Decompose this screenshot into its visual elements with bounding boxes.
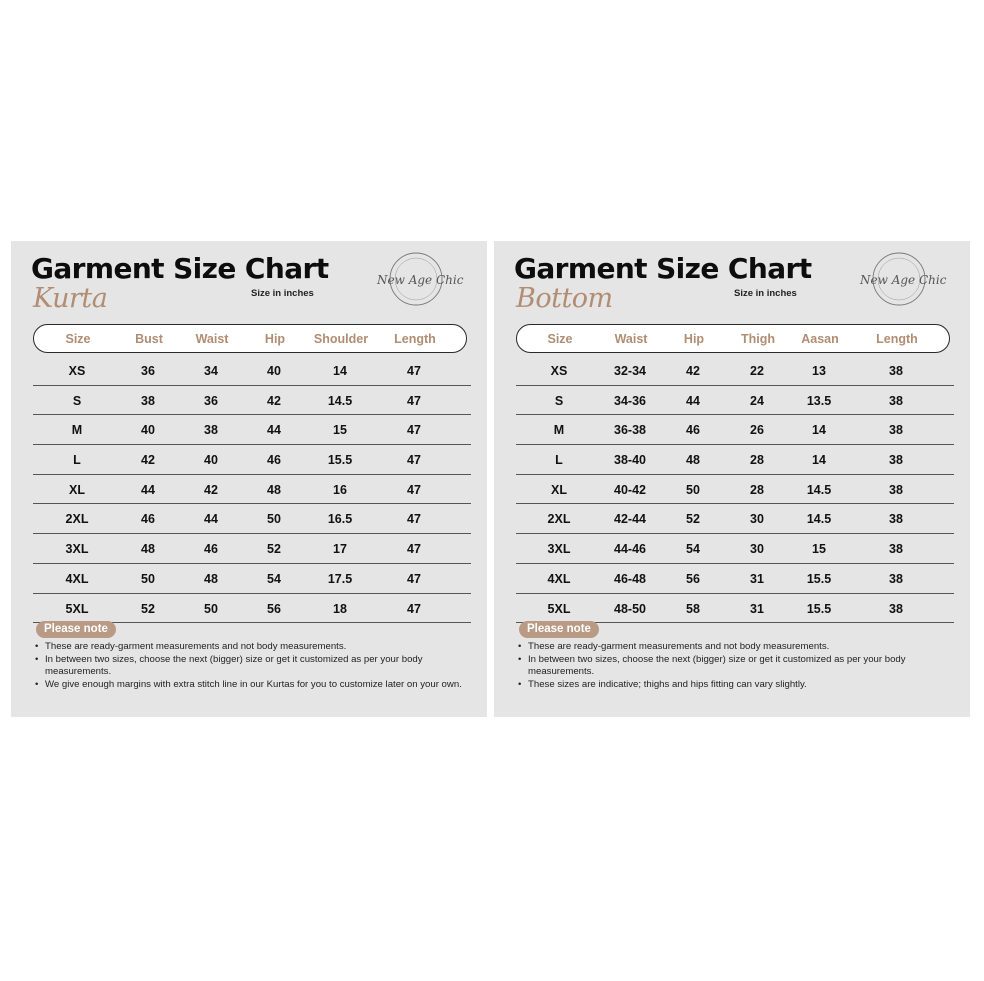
table-body	[33, 356, 471, 623]
table-cell: XS	[68, 364, 86, 378]
table-cell: 36-38	[614, 423, 646, 438]
bullet-icon: •	[35, 653, 39, 665]
table-cell: 15.5	[806, 601, 832, 616]
table-row	[516, 564, 954, 594]
notes-list	[518, 641, 954, 691]
table-cell: 44	[204, 512, 218, 527]
table-cell: 48-50	[614, 601, 646, 616]
table-cell: 30	[750, 512, 764, 527]
table-cell: 18	[333, 601, 347, 616]
table-row	[33, 564, 471, 594]
table-cell: S	[72, 393, 82, 408]
table-cell: 2XL	[65, 512, 89, 527]
table-cell: 17	[333, 542, 347, 557]
table-row	[516, 594, 954, 624]
column-header: Waist	[195, 332, 229, 346]
table-cell: 42	[267, 393, 281, 408]
table-cell: 44	[686, 393, 700, 408]
table-cell: 38	[889, 423, 903, 438]
column-header: Size	[65, 332, 91, 346]
table-cell: 47	[407, 601, 421, 616]
bullet-icon: •	[518, 641, 522, 652]
table-cell: 15	[333, 423, 347, 438]
table-cell: 38	[889, 393, 903, 408]
table-cell: 28	[750, 453, 764, 468]
table-cell: 54	[267, 571, 281, 586]
chart-title: Garment Size Chart	[31, 252, 329, 285]
table-cell: 38	[141, 393, 155, 408]
table-cell: 31	[750, 601, 764, 616]
table-cell: 13	[812, 364, 826, 378]
table-cell: 26	[750, 423, 764, 438]
column-header: Hip	[264, 332, 286, 346]
table-cell: 47	[407, 393, 421, 408]
table-cell: 5XL	[547, 601, 571, 616]
table-cell: 14	[812, 453, 826, 468]
column-header: Length	[876, 332, 918, 346]
table-cell: 28	[750, 482, 764, 497]
table-cell: 48	[267, 482, 281, 497]
table-cell: 17.5	[327, 571, 353, 586]
brand-logo-icon	[373, 249, 464, 309]
table-cell: 56	[686, 571, 700, 586]
table-cell: 38	[889, 512, 903, 527]
table-cell: 50	[141, 571, 155, 586]
table-cell: 42-44	[614, 512, 646, 527]
brand-logo-text: New Age Chic	[377, 273, 464, 287]
table-cell: 47	[407, 482, 421, 497]
size-unit-note: Size in inches	[251, 288, 314, 299]
table-cell: 3XL	[65, 542, 89, 557]
table-cell: 52	[141, 601, 155, 616]
brand-logo-icon	[856, 249, 947, 309]
size-chart-card-bottom	[494, 241, 970, 717]
table-cell: M	[553, 423, 565, 438]
table-cell: 58	[686, 601, 700, 616]
table-cell: 44-46	[614, 542, 646, 557]
table-cell: 46	[141, 512, 155, 527]
bullet-icon: •	[35, 678, 39, 690]
table-cell: 14	[333, 364, 347, 378]
table-row	[516, 356, 954, 386]
table-cell: 15	[812, 542, 826, 557]
table-cell: 56	[267, 601, 281, 616]
table-row	[516, 415, 954, 445]
table-header	[33, 324, 467, 353]
column-header: Hip	[683, 332, 705, 346]
table-cell: 16	[333, 482, 347, 497]
table-cell: 52	[686, 512, 700, 527]
note-item	[518, 679, 954, 692]
table-cell: 54	[686, 542, 700, 557]
table-cell: 34	[204, 364, 218, 378]
bullet-icon: •	[518, 678, 522, 690]
table-cell: 40	[204, 453, 218, 468]
table-cell: 38	[889, 364, 903, 378]
table-cell: 13.5	[806, 393, 832, 408]
table-cell: 47	[407, 364, 421, 378]
table-cell: 3XL	[547, 542, 571, 557]
column-header: Bust	[135, 332, 163, 346]
table-cell: 14.5	[806, 512, 832, 527]
table-cell: 52	[267, 542, 281, 557]
table-row	[33, 594, 471, 624]
table-cell: 22	[750, 364, 764, 378]
table-cell: L	[73, 453, 81, 468]
column-header: Size	[547, 332, 573, 346]
table-row	[33, 504, 471, 534]
table-cell: 36	[141, 364, 155, 378]
table-cell: XS	[550, 364, 568, 378]
table-cell: 14.5	[806, 482, 832, 497]
table-cell: 14	[812, 423, 826, 438]
table-row	[33, 475, 471, 505]
table-cell: 38	[889, 482, 903, 497]
table-cell: 42	[686, 364, 700, 378]
table-body	[516, 356, 954, 623]
table-row	[33, 445, 471, 475]
table-cell: 46	[204, 542, 218, 557]
table-cell: 47	[407, 512, 421, 527]
note-item	[35, 679, 471, 692]
table-row	[516, 534, 954, 564]
table-cell: 38	[204, 423, 218, 438]
table-cell: 5XL	[65, 601, 89, 616]
table-cell: 32-34	[614, 364, 646, 378]
table-cell: S	[554, 393, 564, 408]
note-item	[35, 641, 471, 654]
table-cell: 40	[267, 364, 281, 378]
table-row	[33, 534, 471, 564]
table-cell: 30	[750, 542, 764, 557]
size-chart-card-kurta	[11, 241, 487, 717]
table-row	[516, 386, 954, 416]
please-note-badge: Please note	[519, 621, 599, 638]
table-cell: 48	[686, 453, 700, 468]
chart-subtitle: Kurta	[33, 283, 108, 314]
note-text: In between two sizes, choose the next (bigger) size or get it customized as per your body measurements.	[528, 653, 906, 678]
table-cell: XL	[69, 482, 85, 497]
table-cell: 36	[204, 393, 218, 408]
note-text: We give enough margins with extra stitch line in our Kurtas for you to customize later on your own.	[45, 678, 462, 690]
table-cell: 38	[889, 601, 903, 616]
bullet-icon: •	[35, 641, 39, 652]
table-cell: 44	[141, 482, 155, 497]
table-cell: 46-48	[614, 571, 646, 586]
chart-subtitle: Bottom	[516, 283, 613, 314]
chart-title: Garment Size Chart	[514, 252, 812, 285]
table-cell: 42	[141, 453, 155, 468]
table-row	[516, 504, 954, 534]
size-unit-note: Size in inches	[734, 288, 797, 299]
table-cell: 48	[141, 542, 155, 557]
table-cell: 38	[889, 453, 903, 468]
table-cell: 40-42	[614, 482, 646, 497]
table-cell: 2XL	[547, 512, 571, 527]
table-cell: 34-36	[614, 393, 646, 408]
column-header: Thigh	[740, 332, 776, 346]
table-cell: 4XL	[65, 571, 89, 586]
table-cell: 31	[750, 571, 764, 586]
table-cell: 38	[889, 542, 903, 557]
table-row	[33, 356, 471, 386]
table-cell: 24	[750, 393, 764, 408]
table-cell: 16.5	[327, 512, 353, 527]
table-cell: 47	[407, 423, 421, 438]
table-row	[516, 475, 954, 505]
table-cell: 44	[267, 423, 281, 438]
table-cell: 50	[686, 482, 700, 497]
notes-list	[35, 641, 471, 691]
table-cell: 15.5	[806, 571, 832, 586]
table-row	[516, 445, 954, 475]
table-header	[516, 324, 950, 353]
bullet-icon: •	[518, 653, 522, 665]
note-text: These sizes are indicative; thighs and hips fitting can vary slightly.	[528, 678, 807, 690]
note-text: In between two sizes, choose the next (bigger) size or get it customized as per your body measurements.	[45, 653, 423, 678]
note-text: These are ready-garment measurements and not body measurements.	[45, 641, 347, 652]
table-cell: 46	[267, 453, 281, 468]
table-cell: M	[71, 423, 83, 438]
table-row	[33, 415, 471, 445]
table-cell: 40	[141, 423, 155, 438]
table-cell: 14.5	[327, 393, 353, 408]
table-cell: 47	[407, 542, 421, 557]
table-cell: 4XL	[547, 571, 571, 586]
table-cell: 50	[267, 512, 281, 527]
table-cell: XL	[551, 482, 567, 497]
table-cell: 38	[889, 571, 903, 586]
column-header: Waist	[614, 332, 648, 346]
column-header: Aasan	[801, 332, 839, 346]
note-item	[518, 641, 954, 654]
table-cell: 46	[686, 423, 700, 438]
table-row	[33, 386, 471, 416]
note-item	[35, 654, 471, 679]
column-header: Length	[394, 332, 436, 346]
brand-logo-text: New Age Chic	[860, 273, 947, 287]
note-text: These are ready-garment measurements and not body measurements.	[528, 641, 830, 652]
table-cell: 15.5	[327, 453, 353, 468]
table-cell: 42	[204, 482, 218, 497]
table-cell: 50	[204, 601, 218, 616]
table-cell: 48	[204, 571, 218, 586]
please-note-badge: Please note	[36, 621, 116, 638]
column-header: Shoulder	[313, 332, 369, 346]
table-cell: 47	[407, 453, 421, 468]
note-item	[518, 654, 954, 679]
table-cell: 38-40	[614, 453, 646, 468]
table-cell: L	[555, 453, 563, 468]
table-cell: 47	[407, 571, 421, 586]
